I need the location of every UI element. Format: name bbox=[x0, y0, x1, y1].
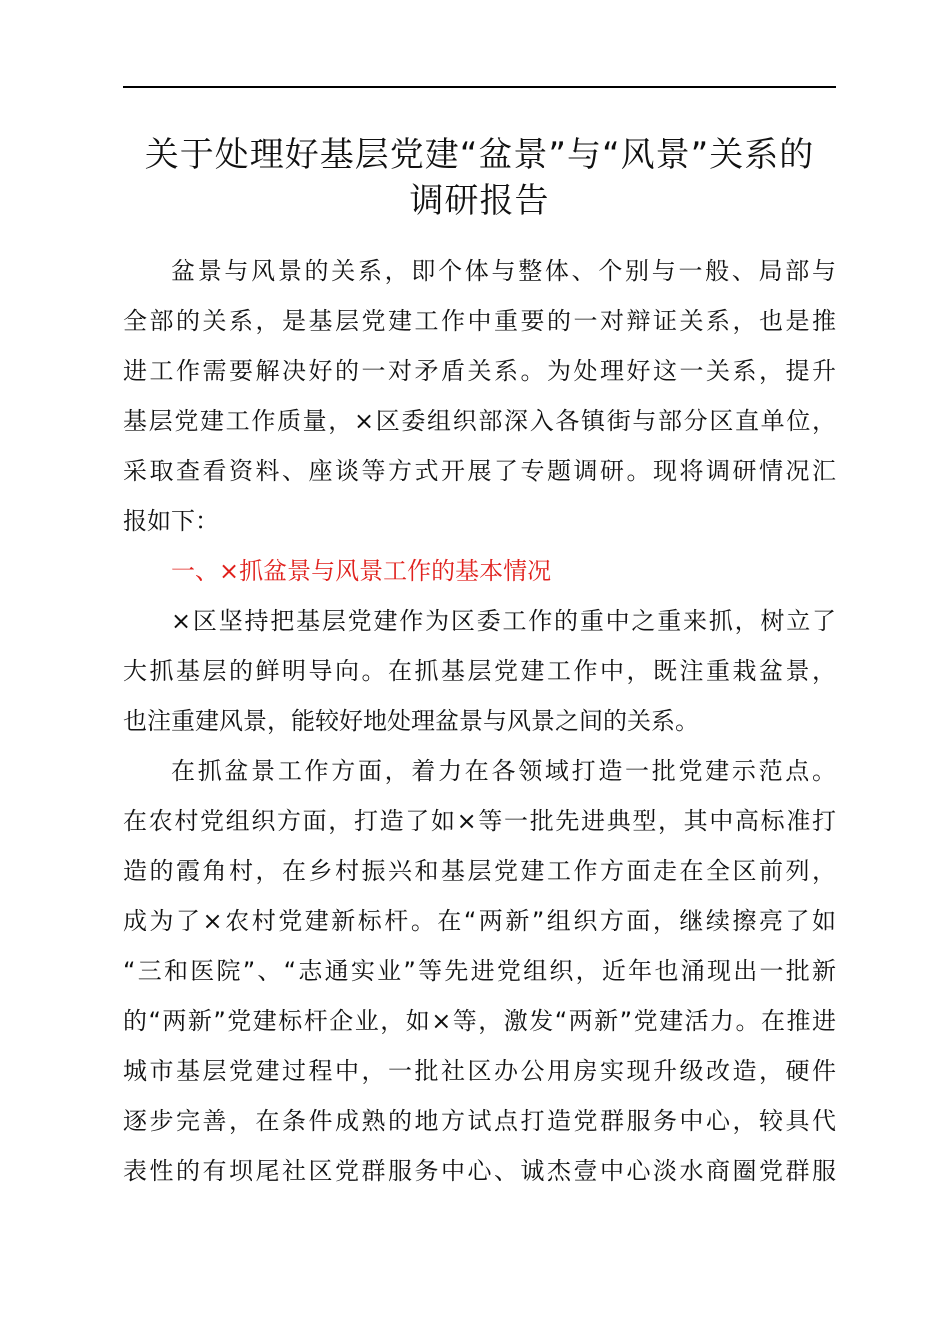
title-line-1: 关于处理好基层党建“盆景”与“风景”关系的 bbox=[144, 135, 815, 175]
text-line: 的“两新”党建标杆企业，如×等，激发“两新”党建活力。在推进 bbox=[123, 1007, 836, 1035]
text-line: 盆景与风景的关系，即个体与整体、个别与一般、局部与 bbox=[171, 257, 836, 285]
text-line: “三和医院”、“志通实业”等先进党组织，近年也涌现出一批新 bbox=[123, 957, 836, 985]
paragraph-intro bbox=[123, 246, 836, 546]
text-line: 造的霞角村，在乡村振兴和基层党建工作方面走在全区前列， bbox=[123, 857, 836, 885]
section-heading bbox=[123, 546, 836, 596]
text-line: 大抓基层的鲜明导向。在抓基层党建工作中，既注重栽盆景， bbox=[123, 657, 836, 685]
text-line: 也注重建风景，能较好地处理盆景与风景之间的关系。 bbox=[123, 707, 699, 735]
document-title bbox=[123, 132, 836, 224]
text-line: 进工作需要解决好的一对矛盾关系。为处理好这一关系，提升 bbox=[123, 357, 836, 385]
section-heading-text: 一、×抓盆景与风景工作的基本情况 bbox=[171, 557, 552, 585]
header-rule bbox=[123, 86, 836, 88]
paragraph-bonsai-work bbox=[123, 746, 836, 1196]
text-line: 全部的关系，是基层党建工作中重要的一对辩证关系，也是推 bbox=[123, 307, 836, 335]
text-line: 在抓盆景工作方面，着力在各领域打造一批党建示范点。 bbox=[171, 757, 836, 785]
text-line: 报如下： bbox=[123, 507, 219, 535]
title-line-2: 调研报告 bbox=[409, 181, 550, 221]
text-line: 基层党建工作质量，×区委组织部深入各镇街与部分区直单位， bbox=[123, 407, 836, 435]
text-line: 成为了×农村党建新标杆。在“两新”组织方面，继续擦亮了如 bbox=[123, 907, 836, 935]
text-line: 表性的有坝尾社区党群服务中心、诚杰壹中心淡水商圈党群服 bbox=[123, 1157, 836, 1185]
paragraph-overview bbox=[123, 596, 836, 746]
text-line: ×区坚持把基层党建作为区委工作的重中之重来抓，树立了 bbox=[171, 607, 836, 635]
text-line: 在农村党组织方面，打造了如×等一批先进典型，其中高标准打 bbox=[123, 807, 836, 835]
document-body bbox=[123, 246, 836, 1196]
text-line: 逐步完善，在条件成熟的地方试点打造党群服务中心，较具代 bbox=[123, 1107, 836, 1135]
text-line: 采取查看资料、座谈等方式开展了专题调研。现将调研情况汇 bbox=[123, 457, 836, 485]
text-line: 城市基层党建过程中，一批社区办公用房实现升级改造，硬件 bbox=[123, 1057, 836, 1085]
